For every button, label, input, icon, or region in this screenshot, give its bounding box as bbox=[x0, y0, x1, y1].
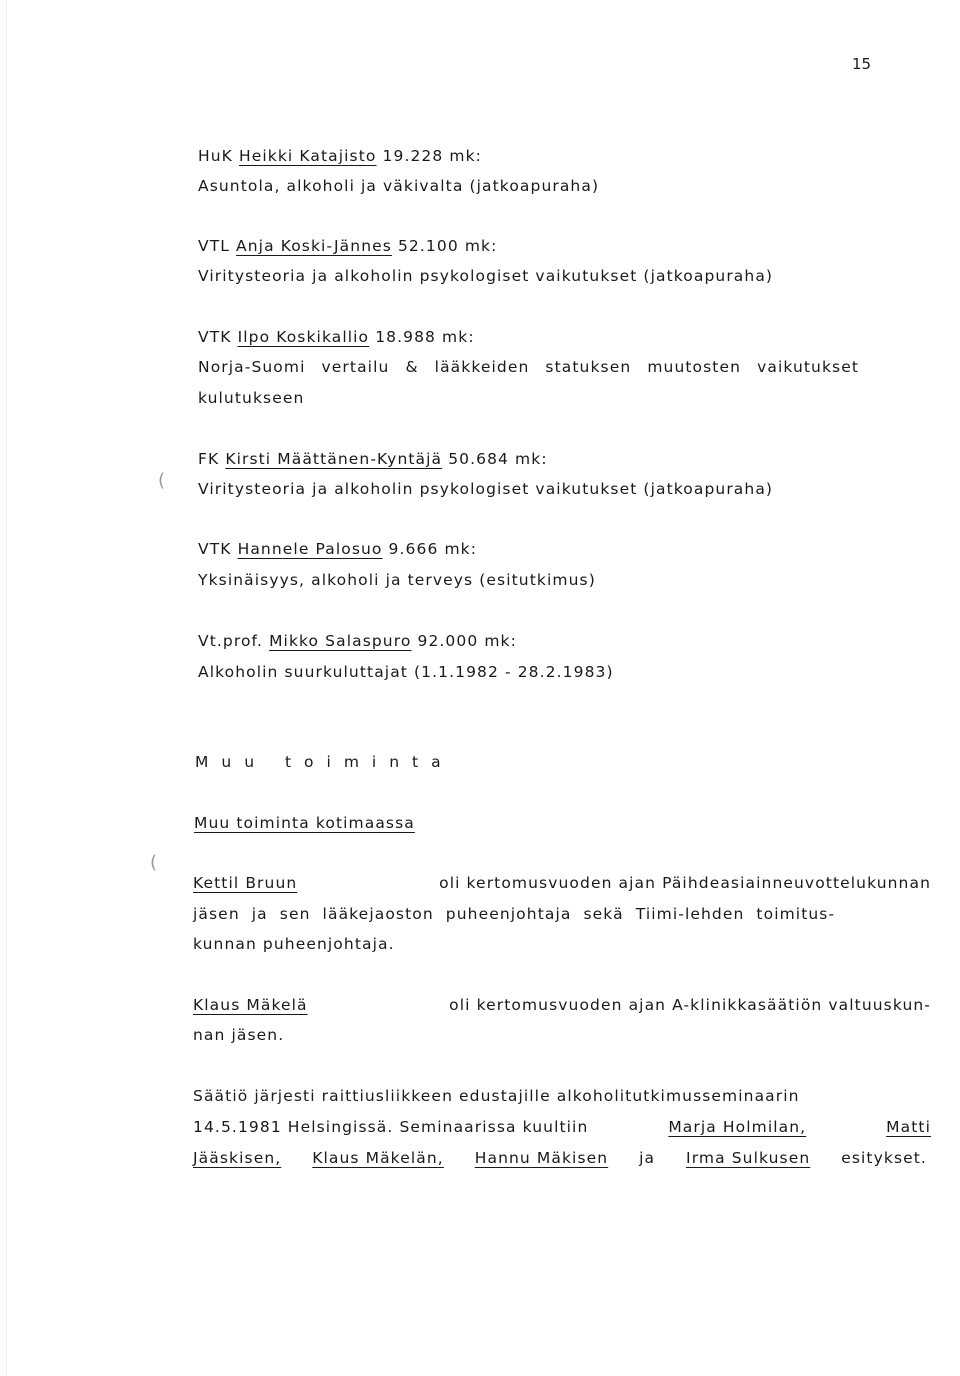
page-number: 15 bbox=[852, 55, 872, 73]
grant-amount: 92.000 mk: bbox=[417, 632, 517, 650]
grant-recipient: Heikki Katajisto bbox=[238, 147, 377, 165]
grant-subject: Alkoholin suurkuluttajat (1.1.1982 - 28.2.1983) bbox=[198, 663, 614, 681]
speaker-name: Klaus Mäkelän, bbox=[312, 1149, 444, 1167]
section-heading: Muu toiminta bbox=[195, 753, 454, 771]
speaker-name: Marja Holmilan, bbox=[668, 1118, 807, 1136]
speaker-name: Jääskisen, bbox=[193, 1149, 282, 1167]
grant-subject-cont: kulutukseen bbox=[198, 389, 305, 407]
grant-recipient: Anja Koski-Jännes bbox=[236, 237, 392, 255]
paragraph-line: nan jäsen. bbox=[193, 1026, 285, 1044]
grant-subject: Viritysteoria ja alkoholin psykologiset vaikutukset (jatkoapuraha) bbox=[198, 480, 774, 498]
speaker-name: Hannu Mäkisen bbox=[474, 1149, 609, 1167]
subheading: Muu toiminta kotimaassa bbox=[194, 814, 415, 832]
paragraph-line: Säätiö järjesti raittiusliikkeen edustajille alkoholitutkimusseminaarin bbox=[193, 1087, 800, 1105]
person-name: Klaus Mäkelä bbox=[193, 996, 308, 1014]
grant-amount: 9.666 mk: bbox=[388, 540, 478, 558]
grant-header: VTK Hannele Palosuo 9.666 mk: bbox=[198, 540, 478, 558]
paragraph-line: kunnan puheenjohtaja. bbox=[193, 935, 395, 953]
grant-subject: Asuntola, alkoholi ja väkivalta (jatkoapuraha) bbox=[198, 177, 600, 195]
scan-speck: ( bbox=[150, 852, 158, 873]
paragraph-line: Jääskisen, Klaus Mäkelän, Hannu Mäkisen ja Irma Sulkusen esitykset. bbox=[193, 1149, 927, 1167]
grant-header: VTK Ilpo Koskikallio 18.988 mk: bbox=[198, 328, 475, 346]
grant-recipient: Hannele Palosuo bbox=[237, 540, 383, 558]
grant-recipient: Mikko Salaspuro bbox=[269, 632, 412, 650]
grant-amount: 19.228 mk: bbox=[382, 147, 482, 165]
grant-subject: Viritysteoria ja alkoholin psykologiset vaikutukset (jatkoapuraha) bbox=[198, 267, 774, 285]
grant-amount: 50.684 mk: bbox=[448, 450, 548, 468]
speaker-name: Matti bbox=[886, 1118, 931, 1136]
paragraph-line: 14.5.1981 Helsingissä. Seminaarissa kuultiin Marja Holmilan, Matti bbox=[193, 1118, 931, 1136]
grant-amount: 18.988 mk: bbox=[375, 328, 475, 346]
grant-header: FK Kirsti Määttänen-Kyntäjä 50.684 mk: bbox=[198, 450, 548, 468]
grant-subject: Norja-Suomi vertailu & lääkkeiden statuksen muutosten vaikutukset bbox=[198, 358, 860, 376]
grant-recipient: Kirsti Määttänen-Kyntäjä bbox=[225, 450, 443, 468]
paragraph-line: Kettil Bruun oli kertomusvuoden ajan Päihdeasiainneuvottelukunnan bbox=[193, 874, 931, 892]
grant-amount: 52.100 mk: bbox=[397, 237, 498, 255]
paragraph-line: jäsen ja sen lääkejaoston puheenjohtaja sekä Tiimi-lehden toimitus- bbox=[193, 905, 836, 923]
grant-header: VTL Anja Koski-Jännes 52.100 mk: bbox=[198, 237, 498, 255]
grant-subject: Yksinäisyys, alkoholi ja terveys (esitutkimus) bbox=[198, 571, 596, 589]
scan-margin bbox=[6, 0, 7, 1376]
person-name: Kettil Bruun bbox=[193, 874, 298, 892]
speaker-name: Irma Sulkusen bbox=[686, 1149, 811, 1167]
grant-header: Vt.prof. Mikko Salaspuro 92.000 mk: bbox=[198, 632, 517, 650]
paragraph-line: Klaus Mäkelä oli kertomusvuoden ajan A-klinikkasäätiön valtuuskun- bbox=[193, 996, 931, 1014]
scan-speck: ( bbox=[158, 470, 166, 491]
grant-recipient: Ilpo Koskikallio bbox=[237, 328, 370, 346]
grant-header: HuK Heikki Katajisto 19.228 mk: bbox=[198, 147, 482, 165]
